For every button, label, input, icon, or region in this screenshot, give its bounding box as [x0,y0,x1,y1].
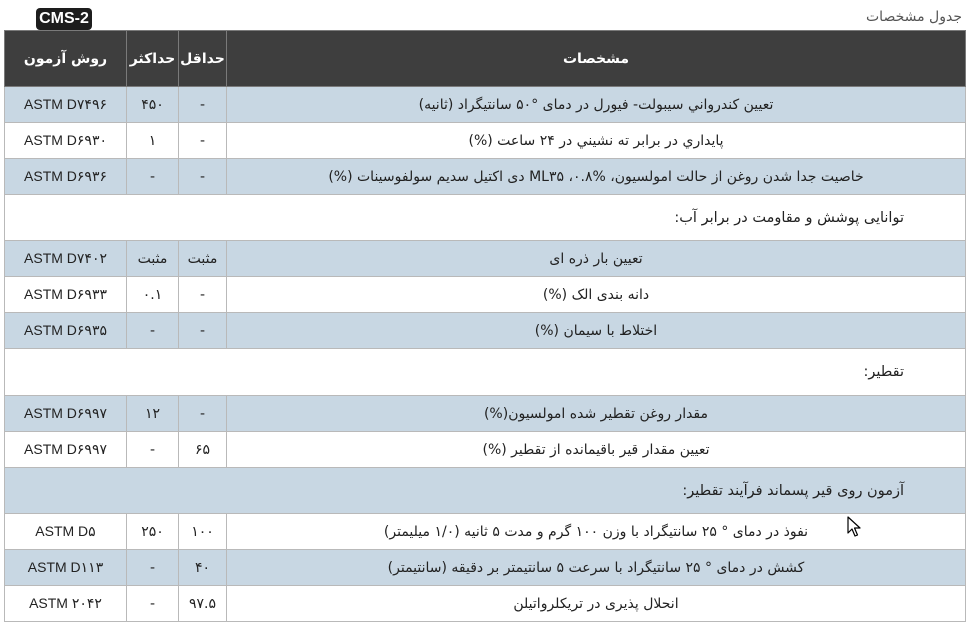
cell-spec: تعیین مقدار قیر باقیمانده از تقطیر (%) [227,432,966,468]
cell-spec: کشش در دمای ° ۲۵ سانتیگراد با سرعت ۵ سانتیمتر بر دقیقه (سانتیمتر) [227,550,966,586]
table-row [5,87,966,123]
header-max: حداکثر [127,31,179,87]
cell-max: - [127,432,179,468]
header-spec: مشخصات [227,31,966,87]
cell-spec: تعيين کندرواني سيبولت- فيورل در دمای °۵۰ سانتيگراد (ثانيه) [227,87,966,123]
cell-max: ۰.۱ [127,277,179,313]
table-row [5,396,966,432]
cell-method: ASTM D۷۴۹۶ [5,87,127,123]
cell-spec: تعیین بار ذره ای [227,241,966,277]
cell-max: - [127,313,179,349]
header-min: حداقل [179,31,227,87]
table-row [5,432,966,468]
cell-method: ASTM D۶۹۹۷ [5,396,127,432]
cell-method: ASTM D۶۹۳۵ [5,313,127,349]
cell-spec: انحلال پذیری در تریکلرواتیلن [227,586,966,622]
cell-max: ۱۲ [127,396,179,432]
cell-method: ASTM ۲۰۴۲ [5,586,127,622]
cell-max: مثبت [127,241,179,277]
cell-max: - [127,159,179,195]
cell-method: ASTM D۶۹۳۰ [5,123,127,159]
cell-spec: خاصیت جدا شدن روغن از حالت امولسیون، %۰.۸، ML۳۵ دی اکتیل سدیم سولفوسینات (%) [227,159,966,195]
table-row [5,514,966,550]
section-title: تقطیر: [5,349,966,396]
cell-min: - [179,87,227,123]
cell-min: ۹۷.۵ [179,586,227,622]
cell-min: - [179,277,227,313]
cell-min: ۶۵ [179,432,227,468]
cell-min: - [179,396,227,432]
cell-min: - [179,159,227,195]
cell-max: ۴۵۰ [127,87,179,123]
section-title: آزمون روی قیر پسماند فرآیند تقطیر: [5,468,966,514]
cell-min: - [179,123,227,159]
mouse-pointer-icon [847,516,863,538]
cell-method: ASTM D۶۹۳۳ [5,277,127,313]
section-row [5,349,966,396]
table-header-row [5,31,966,87]
table-row [5,241,966,277]
cell-max: - [127,586,179,622]
cell-min: - [179,313,227,349]
cell-method: ASTM D۵ [5,514,127,550]
cell-method: ASTM D۶۹۹۷ [5,432,127,468]
cell-min: ۱۰۰ [179,514,227,550]
cell-min: مثبت [179,241,227,277]
table-row [5,159,966,195]
cell-min: ۴۰ [179,550,227,586]
section-row [5,468,966,514]
spec-table [4,30,966,622]
cell-spec: مقدار روغن تقطیر شده امولسیون(%) [227,396,966,432]
table-row [5,277,966,313]
section-row [5,195,966,241]
cell-max: ۲۵۰ [127,514,179,550]
table-row [5,550,966,586]
cell-spec: نفوذ در دمای ° ۲۵ سانتیگراد با وزن ۱۰۰ گرم و مدت ۵ ثانیه (۱/۰ میلیمتر) [227,514,966,550]
cell-method: ASTM D۱۱۳ [5,550,127,586]
cell-max: - [127,550,179,586]
section-title: توانایی پوشش و مقاومت در برابر آب: [5,195,966,241]
header-method: روش آزمون [5,31,127,87]
table-row [5,123,966,159]
cell-spec: اختلاط با سیمان (%) [227,313,966,349]
page-caption: جدول مشخصات [866,9,962,25]
table-row [5,313,966,349]
table-row [5,586,966,622]
cell-method: ASTM D۷۴۰۲ [5,241,127,277]
cell-max: ۱ [127,123,179,159]
cell-spec: پايداري در برابر ته نشيني در ۲۴ ساعت (%) [227,123,966,159]
cell-spec: دانه بندی الک (%) [227,277,966,313]
cell-method: ASTM D۶۹۳۶ [5,159,127,195]
cms-badge: CMS-2 [36,8,92,30]
